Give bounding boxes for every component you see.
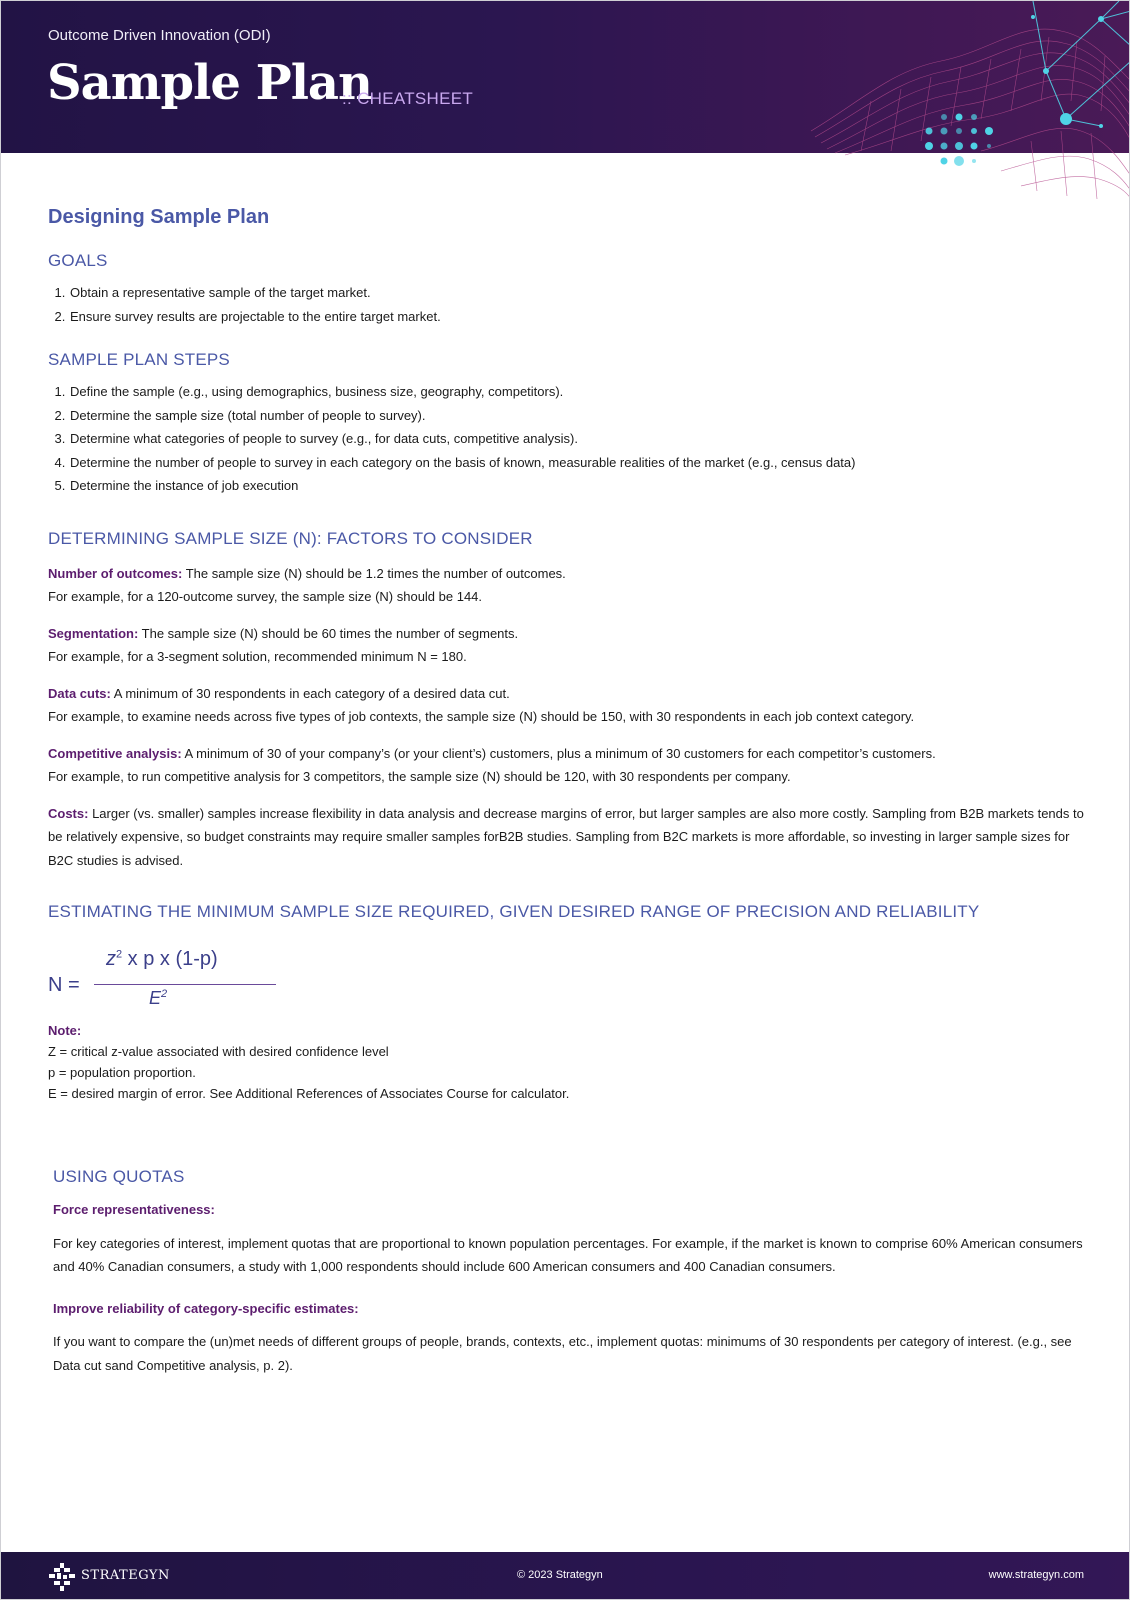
main-heading: Designing Sample Plan xyxy=(48,206,270,228)
note-label: Note: xyxy=(48,1023,82,1038)
note-line: E = desired margin of error. See Additional References of Associates Course for calculator. xyxy=(48,1086,570,1101)
factor-label: Competitive analysis: xyxy=(48,745,182,761)
list-item: 4. Determine the number of people to survey in each category on the basis of known, measurable realities of the market (e.g., census data) xyxy=(69,451,1088,475)
factor-segmentation xyxy=(48,622,1088,669)
note-line: Z = critical z-value associated with desired confidence level xyxy=(48,1044,389,1059)
footer-brand: STRATEGYN xyxy=(81,1568,170,1583)
factor-costs xyxy=(48,802,1088,873)
factor-text: The sample size (N) should be 60 times the number of segments. xyxy=(138,625,519,641)
list-item: 5. Determine the instance of job execution xyxy=(69,474,1088,498)
formula-notes xyxy=(48,1020,1088,1104)
goals-title: GOALS xyxy=(48,251,108,270)
footer-url-link[interactable]: www.strategyn.com xyxy=(988,1569,1084,1581)
factor-example: For example, to examine needs across five types of job contexts, the sample size (N) should be 150, with 30 respondents in each job context category. xyxy=(48,709,915,724)
factor-label: Segmentation: xyxy=(48,625,139,641)
factor-label: Costs: xyxy=(48,805,89,821)
footer-copyright: © 2023 Strategyn xyxy=(517,1569,603,1581)
quota-text-force: For key categories of interest, implement quotas that are proportional to known population percentages. For example, if the market is known to comprise 60% American consumers and 40% Canadian consumers, a study with 1,000 respondents should include 600 American consumers and 400 Canadian consumers. xyxy=(53,1235,1083,1274)
list-item: 1. Define the sample (e.g., using demographics, business size, geography, competitors). xyxy=(69,380,1088,404)
factor-text: Larger (vs. smaller) samples increase flexibility in data analysis and decrease margins of error, but larger samples are also more costly. Sampling from B2B markets tends to be relatively expensive, so budget constraints may require smaller samples forB2B studies. Sampling from B2C markets is more affordable, so investing in larger sample sizes for B2C studies is advised. xyxy=(48,805,1084,868)
header-kicker: Outcome Driven Innovation (ODI) xyxy=(48,27,271,44)
page-subtitle: :: CHEATSHEET xyxy=(342,89,474,108)
quota-label-improve: Improve reliability of category-specific estimates: xyxy=(53,1300,359,1316)
list-item: 3. Determine what categories of people to survey (e.g., for data cuts, competitive analysis). xyxy=(69,427,1088,451)
steps-list xyxy=(48,380,1088,498)
quota-text-improve: If you want to compare the (un)met needs of different groups of people, brands, contexts, etc., implement quotas: minimums of 30 respondents per category of interest. (e.g., see Data cut sand Competitive analysis, p. 2). xyxy=(53,1334,1072,1373)
factor-example: For example, to run competitive analysis for 3 competitors, the sample size (N) should be 120, with 30 respondents per company. xyxy=(48,769,791,784)
quotas-title: USING QUOTAS xyxy=(53,1167,185,1186)
network-decoration-graphic xyxy=(801,1,1130,201)
factors-title: DETERMINING SAMPLE SIZE (N): FACTORS TO CONSIDER xyxy=(48,528,533,548)
factor-competitive-analysis xyxy=(48,742,1088,789)
main-content xyxy=(48,206,1088,1104)
goals-list xyxy=(48,281,1088,328)
factor-example: For example, for a 120-outcome survey, the sample size (N) should be 144. xyxy=(48,589,483,604)
factor-text: A minimum of 30 respondents in each category of a desired data cut. xyxy=(110,685,510,701)
steps-title: SAMPLE PLAN STEPS xyxy=(48,350,230,369)
footer xyxy=(1,1552,1130,1600)
factor-text: The sample size (N) should be 1.2 times the number of outcomes. xyxy=(182,565,566,581)
note-line: p = population proportion. xyxy=(48,1065,196,1080)
strategyn-logo-icon xyxy=(49,1563,75,1591)
header-banner xyxy=(1,1,1130,153)
factor-text: A minimum of 30 of your company’s (or your client’s) customers, plus a minimum of 30 customers for each competitor’s customers. xyxy=(181,745,936,761)
fraction-bar xyxy=(94,984,276,985)
list-item: 2. Determine the sample size (total number of people to survey). xyxy=(69,404,1088,428)
estimating-title: ESTIMATING THE MINIMUM SAMPLE SIZE REQUIRED, GIVEN DESIRED RANGE OF PRECISION AND RELIABILITY xyxy=(48,902,980,921)
page-title: Sample Plan xyxy=(47,55,372,111)
factor-outcomes xyxy=(48,562,1088,609)
factor-label: Data cuts: xyxy=(48,685,111,701)
factor-label: Number of outcomes: xyxy=(48,565,183,581)
factor-data-cuts xyxy=(48,682,1088,729)
formula-lhs: N = xyxy=(48,974,80,996)
list-item: 2. Ensure survey results are projectable to the entire target market. xyxy=(69,305,1088,329)
quotas-section xyxy=(53,1167,1093,1377)
sample-size-formula xyxy=(48,948,1088,1028)
formula-denominator: $E^2$ xyxy=(149,988,168,1008)
quota-label-force: Force representativeness: xyxy=(53,1202,215,1217)
formula-numerator: $z^2$ x p x (1-p) xyxy=(106,948,218,970)
list-item: 1. Obtain a representative sample of the target market. xyxy=(69,281,1088,305)
factor-example: For example, for a 3-segment solution, recommended minimum N = 180. xyxy=(48,649,467,664)
